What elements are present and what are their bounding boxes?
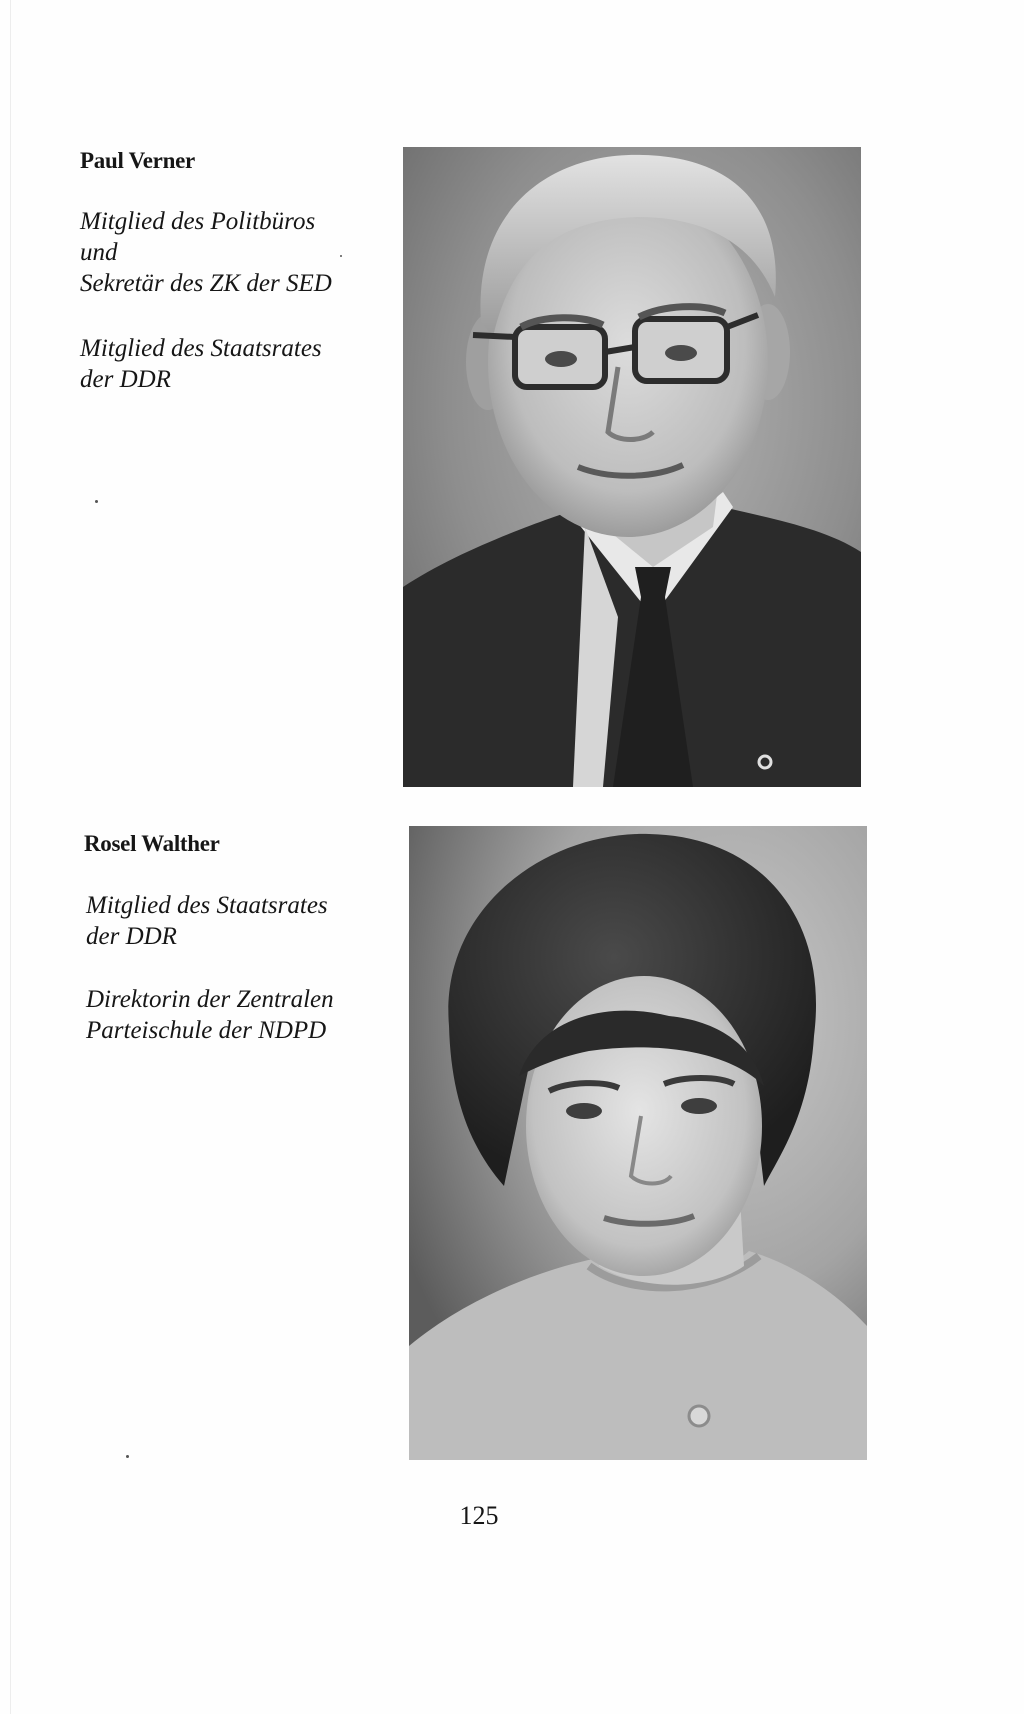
page-edge-shadow xyxy=(10,0,11,1714)
role-line: Parteischule der NDPD xyxy=(86,1017,327,1044)
person-name: Paul Verner xyxy=(80,148,195,173)
role-line: Mitglied des Staatsrates xyxy=(86,892,328,919)
role-line: Mitglied des Staatsrates xyxy=(80,335,322,362)
page-number xyxy=(0,1501,1024,1531)
role-line: der DDR xyxy=(86,923,177,950)
print-speck xyxy=(95,500,98,503)
role-line: Sekretär des ZK der SED xyxy=(80,270,332,297)
role-line: Mitglied des Politbüros xyxy=(80,208,316,235)
print-speck xyxy=(340,255,342,257)
portrait-photo-man xyxy=(403,147,861,787)
role-description xyxy=(80,333,322,395)
role-description xyxy=(86,890,328,952)
role-line: Direktorin der Zentralen xyxy=(86,986,334,1013)
portrait-photo-man-image xyxy=(403,147,861,787)
role-line: der DDR xyxy=(80,366,171,393)
print-speck xyxy=(126,1455,129,1458)
portrait-photo-woman-image xyxy=(409,826,867,1460)
role-description xyxy=(86,984,334,1046)
role-description xyxy=(80,206,332,299)
page-number-text: 125 xyxy=(459,1501,499,1530)
role-line: und xyxy=(80,239,118,266)
portrait-photo-woman xyxy=(409,826,867,1460)
person-name: Rosel Walther xyxy=(84,831,220,856)
